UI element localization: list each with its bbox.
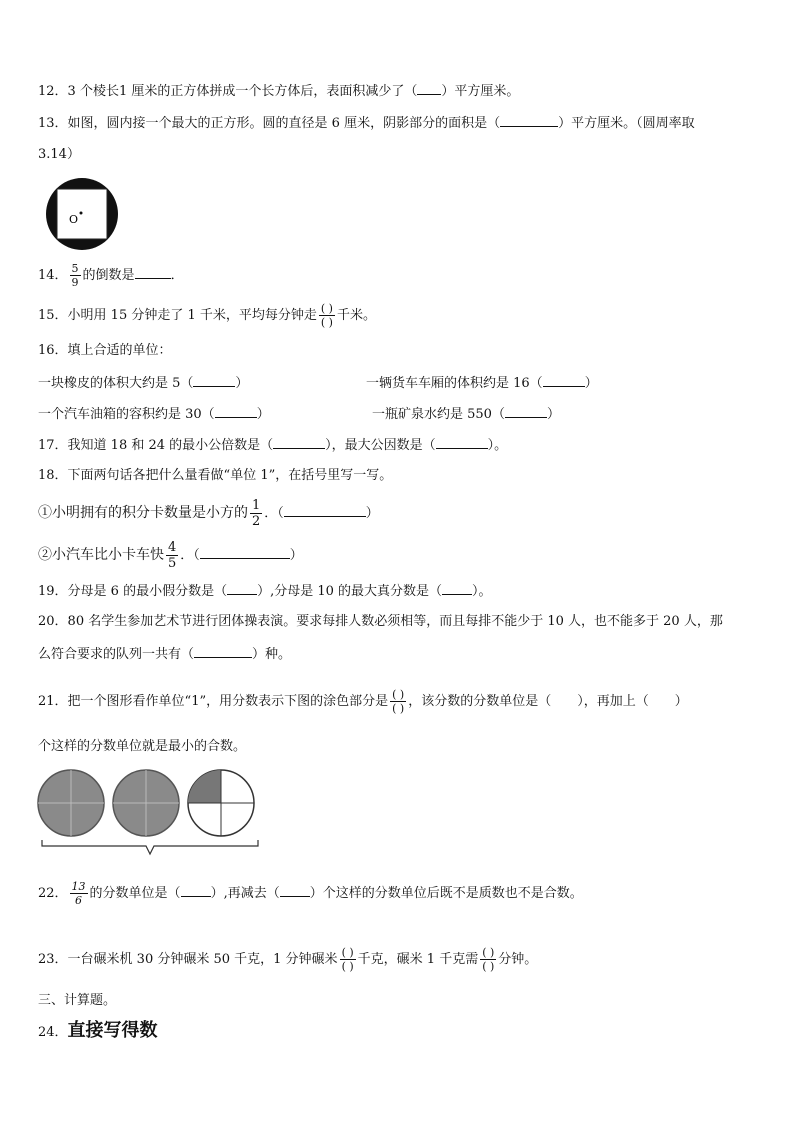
q18-title: 18．下面两句话各把什么量看做“单位 1”，在括号里写一写。 bbox=[38, 468, 393, 483]
q12-text: 12．3 个棱长1 厘米的正方体拼成一个长方体后，表面积减少了（ bbox=[38, 84, 418, 99]
q18-blank-2[interactable] bbox=[200, 546, 290, 559]
q13-answer-blank[interactable] bbox=[500, 114, 558, 127]
question-14 bbox=[38, 262, 184, 289]
q18-fraction-2: $\frac{4}{5}$ bbox=[168, 540, 177, 571]
question-13 bbox=[38, 114, 695, 133]
q21-line2: 个这样的分数单位就是最小的合数。 bbox=[38, 739, 247, 754]
q15-den-blank[interactable]: ( ) bbox=[320, 316, 333, 329]
q14-numerator: 5 bbox=[71, 262, 79, 275]
q18-fraction-1: $\frac{1}{2}$ bbox=[252, 498, 261, 529]
q17-gcd-blank[interactable] bbox=[436, 436, 488, 449]
q13-tail: ）平方厘米。（圆周率取 bbox=[558, 116, 695, 131]
q13-center-label: O bbox=[69, 213, 79, 226]
q12-answer-blank[interactable] bbox=[417, 82, 441, 95]
q18-sentence-1: ①小明拥有的积分卡数量是小方的 $\frac{1}{2}$ ．（ ） bbox=[38, 498, 379, 529]
question-15 bbox=[38, 302, 376, 329]
q21-fraction-blank[interactable]: $\frac{( )}{( )}$ bbox=[392, 688, 405, 715]
q16-blank-4[interactable] bbox=[505, 405, 547, 418]
q15-tail: 千米。 bbox=[336, 308, 376, 323]
q21-circle-2 bbox=[113, 770, 179, 836]
q14-end: ． bbox=[170, 268, 184, 283]
question-22: 22． $\frac{13}{6}$ 的分数单位是（ ）,再减去（ ）个这样的分数单位后既不是质数也不是合数。 bbox=[38, 880, 583, 907]
q20-line2: 么符合要求的队列一共有（ ）种。 bbox=[38, 647, 292, 662]
q14-answer-blank[interactable] bbox=[135, 266, 171, 279]
q24-heading: 直接写得数 bbox=[67, 1020, 158, 1041]
q23-fraction-blank-2[interactable]: $\frac{( )}{( )}$ bbox=[482, 946, 495, 973]
q23-fraction-blank-1[interactable]: $\frac{( )}{( )}$ bbox=[341, 946, 354, 973]
q13-text: 13．如图，圆内接一个最大的正方形。圆的直径是 6 厘米，阴影部分的面积是（ bbox=[38, 116, 501, 131]
q13-center-dot bbox=[80, 212, 83, 215]
q20-blank[interactable] bbox=[194, 645, 252, 658]
q13-line2: 3.14） bbox=[38, 147, 80, 162]
q16-item-4: 一瓶矿泉水约是 550（ ） bbox=[372, 407, 560, 422]
q21-line1: 21．把一个图形看作单位“1”，用分数表示下图的涂色部分是 $\frac{( )}{( )}$ ，该分数的分数单位是（ ），再加上（ ） bbox=[38, 688, 688, 715]
q18-sentence-2: ②小汽车比小卡车快 $\frac{4}{5}$ ．（ ） bbox=[38, 540, 303, 571]
q17-lcm-blank[interactable] bbox=[273, 436, 325, 449]
q14-denominator: 9 bbox=[71, 276, 79, 289]
q16-blank-3[interactable] bbox=[215, 405, 257, 418]
q14-prefix: 14． bbox=[38, 268, 68, 283]
q16-item-2: 一辆货车车厢的体积约是 16（ ） bbox=[366, 376, 598, 391]
question-24: 24．直接写得数 bbox=[38, 1020, 158, 1041]
q16-item-1: 一块橡皮的体积大约是 5（ ） bbox=[38, 376, 249, 391]
q15-fraction-blank[interactable] bbox=[319, 302, 335, 329]
q16-blank-2[interactable] bbox=[543, 374, 585, 387]
q21-circle-1 bbox=[38, 770, 104, 836]
q20-line1: 20．80 名学生参加艺术节进行团体操表演。要求每排人数必须相等，而且每排不能少于 10 人，也不能多于 20 人，那 bbox=[38, 614, 723, 629]
question-23: 23．一台碾米机 30 分钟碾米 50 千克，1 分钟碾米 $\frac{( )}{( )}$ 千克，碾米 1 千克需 $\frac{( )}{( )}$ 分钟。 bbox=[38, 946, 538, 973]
q15-text: 15．小明用 15 分钟走了 1 千米，平均每分钟走 bbox=[38, 308, 317, 323]
question-12 bbox=[38, 82, 519, 101]
q14-fraction bbox=[70, 262, 81, 289]
q15-num-blank[interactable]: ( ) bbox=[320, 302, 333, 315]
q22-blank-2[interactable] bbox=[280, 884, 310, 897]
q21-circle-3 bbox=[188, 770, 254, 836]
question-17: 17．我知道 18 和 24 的最小公倍数是（ ），最大公因数是（ ）。 bbox=[38, 438, 508, 453]
q12-tail: ）平方厘米。 bbox=[441, 84, 520, 99]
q14-text: 的倒数是 bbox=[82, 268, 135, 283]
q16-title: 16．填上合适的单位： bbox=[38, 343, 172, 358]
q22-blank-1[interactable] bbox=[181, 884, 211, 897]
question-19: 19．分母是 6 的最小假分数是（ ）,分母是 10 的最大真分数是（ ）。 bbox=[38, 584, 492, 599]
q22-fraction: $\frac{13}{6}$ bbox=[71, 880, 86, 907]
section-3-title: 三、计算题。 bbox=[38, 993, 117, 1008]
q19-blank-2[interactable] bbox=[442, 582, 472, 595]
q21-brace bbox=[42, 840, 258, 854]
q13-circle-square-figure bbox=[44, 176, 124, 252]
q21-circles-figure bbox=[36, 766, 266, 862]
q18-blank-1[interactable] bbox=[284, 504, 366, 517]
q16-blank-1[interactable] bbox=[193, 374, 235, 387]
q19-blank-1[interactable] bbox=[227, 582, 257, 595]
q16-item-3: 一个汽车油箱的容积约是 30（ ） bbox=[38, 407, 270, 422]
